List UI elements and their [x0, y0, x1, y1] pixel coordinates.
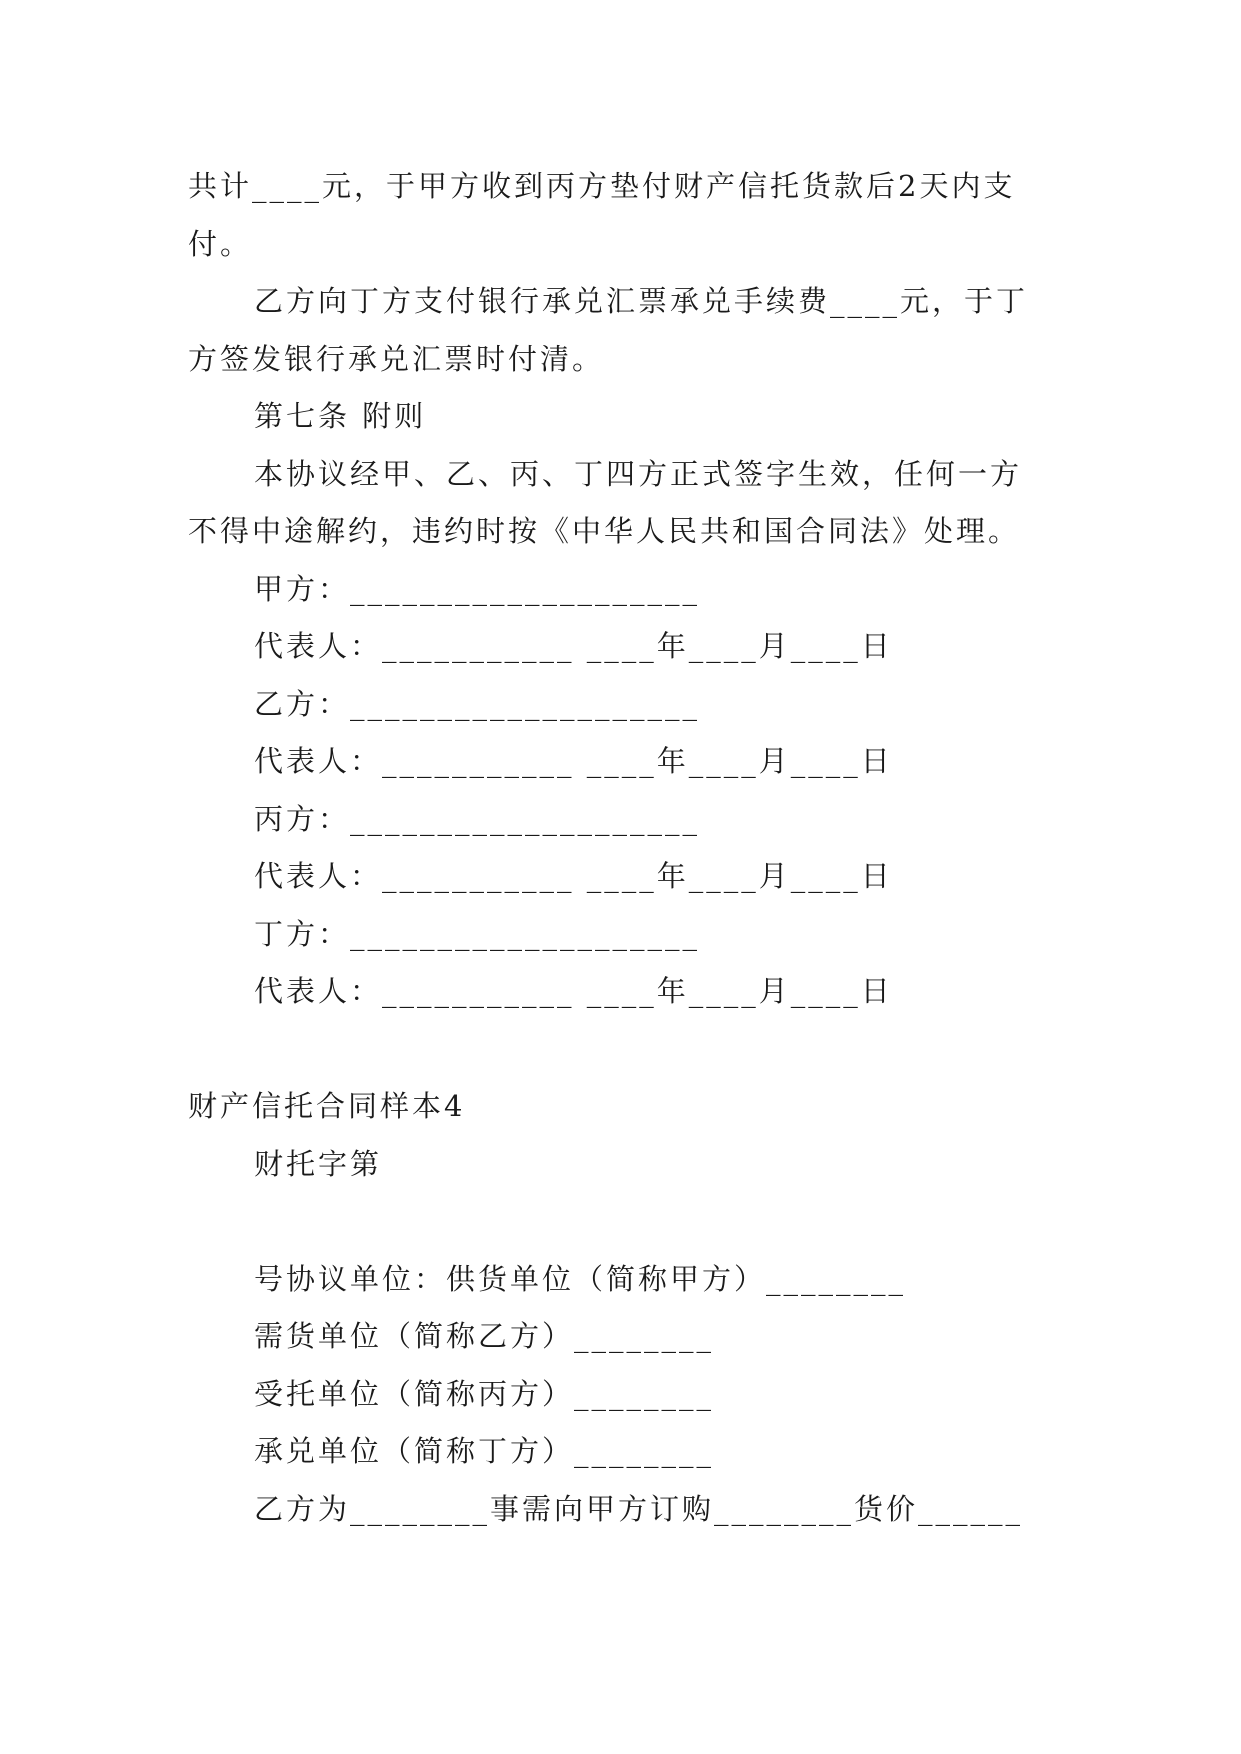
- section-heading: 第七条 附则: [254, 399, 427, 433]
- paragraph-line: 不得中途解约，违约时按《中华人民共和国合同法》处理。: [188, 514, 1021, 548]
- signature-representative-c: 代表人：___________ ____年____月____日: [254, 859, 893, 893]
- signature-representative-d: 代表人：___________ ____年____月____日: [254, 974, 893, 1008]
- paragraph-line: 需货单位（简称乙方）________: [254, 1319, 715, 1353]
- document-number: 财托字第: [254, 1147, 383, 1181]
- paragraph-line: 乙方向丁方支付银行承兑汇票承兑手续费____元，于丁: [254, 284, 1029, 318]
- signature-party-b: 乙方：____________________: [254, 687, 701, 721]
- document-title: 财产信托合同样本4: [188, 1089, 466, 1123]
- signature-representative-b: 代表人：___________ ____年____月____日: [254, 744, 893, 778]
- paragraph-line: 乙方为________事需向甲方订购________货价______: [254, 1492, 1024, 1526]
- signature-party-a: 甲方：____________________: [254, 572, 701, 606]
- signature-representative-a: 代表人：___________ ____年____月____日: [254, 629, 893, 663]
- paragraph-line: 受托单位（简称丙方）________: [254, 1377, 715, 1411]
- signature-party-d: 丁方：____________________: [254, 917, 701, 951]
- paragraph-line: 承兑单位（简称丁方）________: [254, 1434, 715, 1468]
- paragraph-line: 共计____元，于甲方收到丙方垫付财产信托货款后2天内支: [188, 169, 1016, 203]
- paragraph-line: 号协议单位：供货单位（简称甲方）________: [254, 1262, 907, 1296]
- paragraph-line: 方签发银行承兑汇票时付清。: [188, 342, 605, 376]
- paragraph-line: 本协议经甲、乙、丙、丁四方正式签字生效，任何一方: [254, 457, 1023, 491]
- signature-party-c: 丙方：____________________: [254, 802, 701, 836]
- paragraph-line: 付。: [188, 227, 253, 261]
